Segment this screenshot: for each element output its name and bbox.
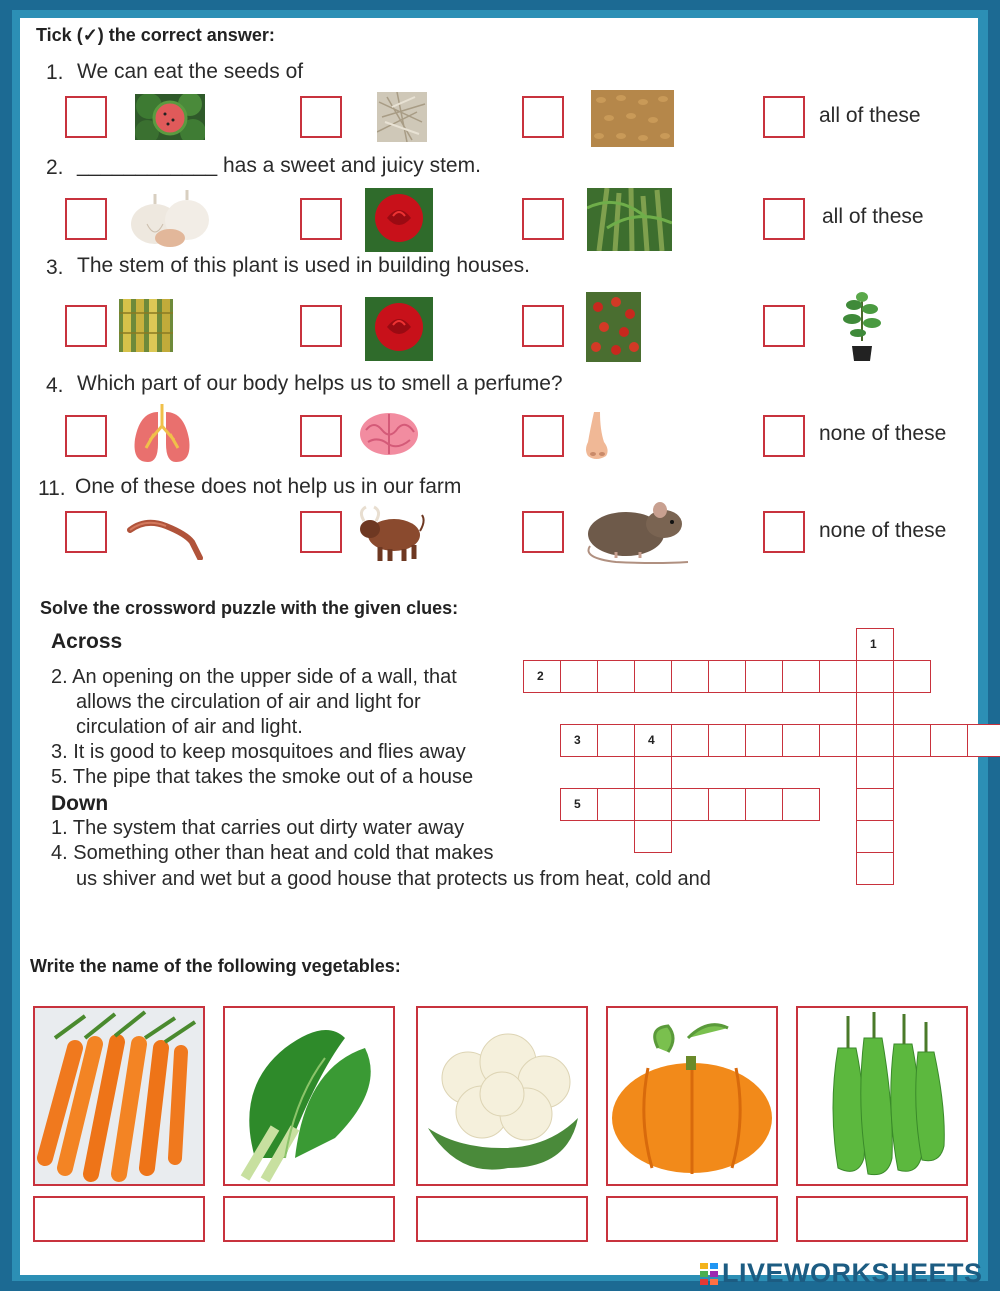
sugarcane-image [587, 188, 672, 251]
lungs-image [130, 404, 194, 466]
liveworksheets-logo-icon [700, 1263, 718, 1285]
tick-heading: Tick (✓) the correct answer: [36, 25, 275, 45]
question-4-number: 4. [46, 374, 64, 397]
q4-option-2-checkbox[interactable] [300, 415, 342, 457]
crossword-cell[interactable] [856, 660, 894, 693]
q3-option-1-checkbox[interactable] [65, 305, 107, 347]
q3-option-3-checkbox[interactable] [522, 305, 564, 347]
q1-option-3-checkbox[interactable] [522, 96, 564, 138]
question-1-number: 1. [46, 61, 64, 84]
crossword-cell[interactable] [634, 724, 672, 757]
q4-option-4-label: none of these [819, 422, 947, 445]
across-clue-2-line-1: 2. An opening on the upper side of a wall, that [51, 666, 457, 688]
question-1-text: We can eat the seeds of [77, 60, 304, 83]
vegetables-heading: Write the name of the following vegetables: [30, 956, 401, 976]
crossword-clue-number: 5 [574, 797, 581, 811]
crossword-cell[interactable] [671, 660, 709, 693]
crossword-cell[interactable] [782, 724, 820, 757]
crossword-clue-number: 2 [537, 669, 544, 683]
crossword-cell[interactable] [560, 788, 598, 821]
crossword-cell[interactable] [856, 628, 894, 661]
crossword-cell[interactable] [930, 724, 968, 757]
crossword-cell[interactable] [671, 724, 709, 757]
crossword-cell[interactable] [560, 724, 598, 757]
worksheet-page [20, 18, 978, 1275]
cauliflower-card [416, 1006, 588, 1186]
spinach-image [225, 1008, 393, 1184]
question-2-number: 2. [46, 156, 64, 179]
bottle-gourd-image [798, 1008, 966, 1184]
q3-option-2-checkbox[interactable] [300, 305, 342, 347]
liveworksheets-logo-text: LIVEWORKSHEETS [722, 1258, 983, 1288]
crossword-cell[interactable] [634, 756, 672, 789]
across-title: Across [51, 630, 123, 653]
apple-tree-image [586, 292, 641, 362]
crossword-cell[interactable] [856, 788, 894, 821]
down-title: Down [51, 792, 109, 815]
crossword-cell[interactable] [597, 724, 635, 757]
pumpkin-answer-input[interactable] [606, 1196, 778, 1242]
crossword-cell[interactable] [745, 788, 783, 821]
crossword-cell[interactable] [597, 660, 635, 693]
q3-option-4-checkbox[interactable] [763, 305, 805, 347]
down-clue-4-line-2: us shiver and wet but a good house that protects us from heat, cold and [76, 868, 711, 890]
crossword-cell[interactable] [893, 724, 931, 757]
crossword-heading: Solve the crossword puzzle with the given clues: [40, 598, 459, 618]
crossword-cell[interactable] [856, 852, 894, 885]
q4-option-4-checkbox[interactable] [763, 415, 805, 457]
down-clue-4-line-1: 4. Something other than heat and cold that makes [51, 842, 494, 864]
grain-husk-image [377, 92, 427, 142]
question-11-number: 11. [38, 477, 66, 500]
bottle-gourd-answer-input[interactable] [796, 1196, 968, 1242]
liveworksheets-logo [700, 1258, 983, 1289]
question-4-text: Which part of our body helps us to smell a perfume? [77, 372, 563, 395]
pumpkin-card [606, 1006, 778, 1186]
q2-option-2-checkbox[interactable] [300, 198, 342, 240]
crossword-cell[interactable] [597, 788, 635, 821]
bottle-gourd-card [796, 1006, 968, 1186]
watermelon-image [135, 94, 205, 140]
rose-image-2 [365, 297, 433, 361]
wheat-grains-image [591, 90, 674, 147]
q11-option-1-checkbox[interactable] [65, 511, 107, 553]
bull-image [356, 501, 426, 563]
crossword-cell[interactable] [893, 660, 931, 693]
q4-option-1-checkbox[interactable] [65, 415, 107, 457]
q2-option-1-checkbox[interactable] [65, 198, 107, 240]
crossword-cell[interactable] [782, 788, 820, 821]
crossword-cell[interactable] [819, 724, 857, 757]
crossword-cell[interactable] [745, 660, 783, 693]
across-clue-2-line-2: allows the circulation of air and light for [76, 691, 421, 713]
cauliflower-image [418, 1008, 586, 1184]
crossword-cell[interactable] [523, 660, 561, 693]
crossword-cell[interactable] [819, 660, 857, 693]
spinach-card [223, 1006, 395, 1186]
q4-option-3-checkbox[interactable] [522, 415, 564, 457]
crossword-cell[interactable] [782, 660, 820, 693]
q1-option-2-checkbox[interactable] [300, 96, 342, 138]
nose-image [582, 410, 612, 462]
question-11-text: One of these does not help us in our farm [75, 475, 462, 498]
garlic-image [125, 190, 217, 250]
crossword-cell[interactable] [856, 820, 894, 853]
crossword-cell[interactable] [708, 660, 746, 693]
crossword-clue-number: 3 [574, 733, 581, 747]
crossword-clue-number: 4 [648, 733, 655, 747]
crossword-cell[interactable] [634, 660, 672, 693]
q1-option-4-label: all of these [819, 104, 921, 127]
spinach-answer-input[interactable] [223, 1196, 395, 1242]
q2-option-3-checkbox[interactable] [522, 198, 564, 240]
crossword-clue-number: 1 [870, 637, 877, 651]
potted-plant-image [840, 291, 884, 363]
earthworm-image [126, 512, 206, 560]
rat-image [576, 496, 690, 566]
crossword-cell[interactable] [856, 724, 894, 757]
across-clue-3: 3. It is good to keep mosquitoes and flies away [51, 741, 466, 763]
q2-option-4-label: all of these [822, 205, 924, 228]
carrot-card [33, 1006, 205, 1186]
across-clue-5: 5. The pipe that takes the smoke out of a house [51, 766, 474, 788]
question-3-number: 3. [46, 256, 64, 279]
q1-option-4-checkbox[interactable] [763, 96, 805, 138]
brain-image [358, 410, 420, 458]
crossword-cell[interactable] [708, 724, 746, 757]
crossword-cell[interactable] [856, 756, 894, 789]
q11-option-2-checkbox[interactable] [300, 511, 342, 553]
carrot-answer-input[interactable] [33, 1196, 205, 1242]
down-clue-1: 1. The system that carries out dirty water away [51, 817, 465, 839]
crossword-cell[interactable] [967, 724, 1000, 757]
q1-option-1-checkbox[interactable] [65, 96, 107, 138]
crossword-cell[interactable] [745, 724, 783, 757]
crossword-cell[interactable] [634, 820, 672, 853]
pumpkin-image [608, 1008, 776, 1184]
q2-option-4-checkbox[interactable] [763, 198, 805, 240]
crossword-cell[interactable] [708, 788, 746, 821]
q11-option-4-checkbox[interactable] [763, 511, 805, 553]
q11-option-4-label: none of these [819, 519, 947, 542]
crossword-cell[interactable] [856, 692, 894, 725]
crossword-cell[interactable] [634, 788, 672, 821]
crossword-cell[interactable] [560, 660, 598, 693]
cauliflower-answer-input[interactable] [416, 1196, 588, 1242]
across-clue-2-line-3: circulation of air and light. [76, 716, 303, 738]
question-2-text: ____________ has a sweet and juicy stem. [77, 154, 481, 177]
bamboo-image [119, 299, 173, 352]
question-3-text: The stem of this plant is used in building houses. [77, 254, 530, 277]
rose-image [365, 188, 433, 252]
q11-option-3-checkbox[interactable] [522, 511, 564, 553]
carrot-image [35, 1008, 203, 1184]
crossword-cell[interactable] [671, 788, 709, 821]
